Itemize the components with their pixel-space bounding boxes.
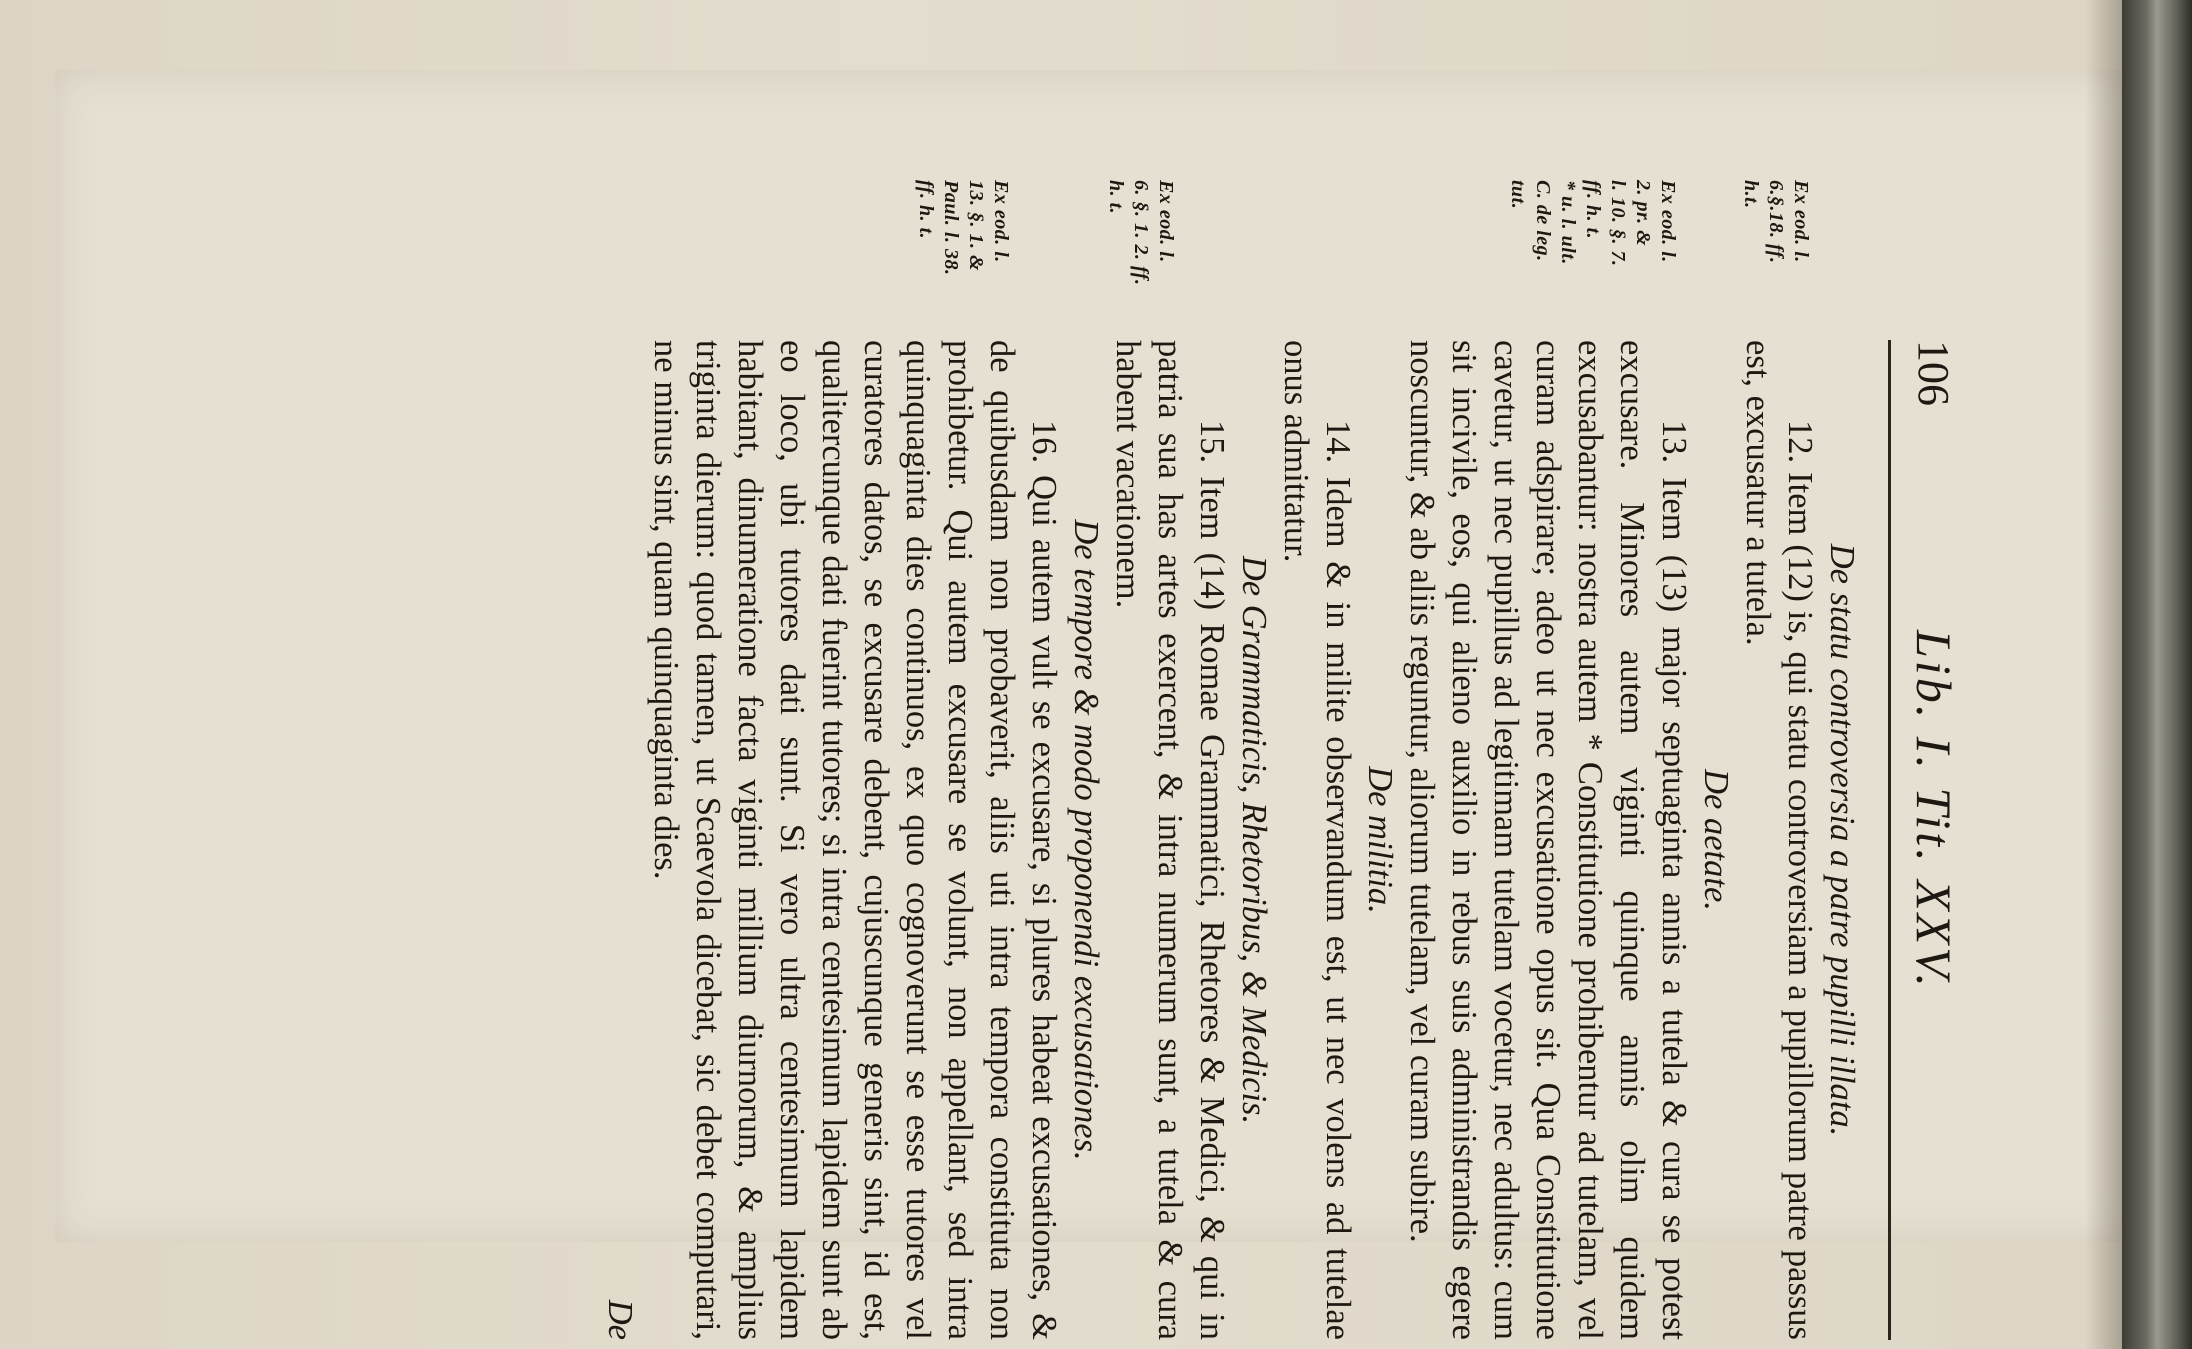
- paragraph: 15. Item (14) Romae Grammatici, Rhetores & Medici, & qui in patria sua has artes exercent, & intra numerum sunt, a tutela & cura habent vacationem.: [1109, 340, 1231, 1340]
- marginal-line: C. de leg.: [1532, 180, 1554, 262]
- page-body: [599, 340, 1863, 1340]
- marginal-line: * u. l. ult.: [1557, 180, 1579, 265]
- marginal-note-2: [1505, 180, 1680, 330]
- marginal-line: 6.§.18. ff.: [1765, 180, 1787, 264]
- running-head: Lib. I. Tit. XXV.: [1906, 630, 1962, 990]
- header-rule: [1888, 340, 1891, 1340]
- marginal-line: h. t.: [1105, 180, 1127, 215]
- marginal-line: tut.: [1507, 180, 1529, 210]
- marginal-note-5: [913, 180, 1013, 330]
- catchword: De: [601, 1299, 639, 1340]
- marginal-note-1: [1738, 180, 1813, 330]
- section-heading: De tempore & modo proponendi excusationes.: [1067, 519, 1105, 1161]
- paragraph: 12. Item (12) is, qui statu controversiam a pupillorum patre passus est, excusatur a tutela.: [1739, 340, 1819, 1340]
- marginal-line: 13. §. 1. &: [965, 180, 987, 272]
- section-heading: De aetate.: [1697, 769, 1735, 911]
- page-header: [1893, 340, 1963, 1349]
- paragraph: 14. Idem & in milite observandum est, ut nec volens ad tutelae onus admittatur.: [1277, 340, 1357, 1340]
- page-number: 106: [1909, 340, 1958, 406]
- marginal-line: ff. h. t.: [1582, 180, 1604, 240]
- marginal-line: Ex eod. l.: [1790, 180, 1812, 263]
- section-heading: De militia.: [1361, 766, 1399, 914]
- marginal-line: l. 10. §. 7.: [1607, 180, 1629, 267]
- paragraph: 13. Item (13) major septuaginta annis a tutela & cura se potest excusare. Minores autem viginti quinque annis olim quidem excusabantur: nostra autem * Constitutione prohibentur ad tutelam, vel curam adspirare; adeo ut nec excusatione opus sit. Qua Constitutione cavetur, ut nec pupillus ad legitimam tutelam vocetur, nec adultus: cum sit incivile, eos, qui alieno auxilio in rebus suis administrandis egere noscuntur, & ab aliis reguntur, aliorum tutelam, vel curam subire.: [1403, 340, 1693, 1340]
- marginal-line: ff. h. t.: [915, 180, 937, 240]
- rotated-printed-page: [323, 180, 1963, 1349]
- book-binding-edge: [2122, 0, 2192, 1349]
- marginal-line: Ex eod. l.: [1155, 180, 1177, 263]
- gutter-shadow: [2085, 0, 2125, 1349]
- section-heading: De Grammaticis, Rhetoribus, & Medicis.: [1235, 555, 1273, 1125]
- marginal-line: 2. pr. &: [1632, 180, 1654, 247]
- marginal-line: Ex eod. l.: [990, 180, 1012, 263]
- marginal-line: 6. §. 1. 2. ff.: [1130, 180, 1152, 286]
- marginal-note-4: [1103, 180, 1178, 330]
- paragraph: 16. Qui autem vult se excusare, si plures habeat excusationes, & de quibusdam non probaverit, aliis uti intra tempora constituta non prohibetur. Qui autem excusare se volunt, non appellant, sed intra quinquaginta dies continuos, ex quo cognoverunt se esse tutores vel curatores datos, se excusare debent, cujuscunque generis sint, id est, qualitercunque dati fuerint tutores; si intra centesimum lapidem sunt ab eo loco, ubi tutores dati sunt. Si vero ultra centesimum lapidem habitant, dinumeratione facta viginti millium diurnorum, & amplius triginta dierum: quod tamen, ut Scaevola dicebat, sic debet computari, ne minus sint, quam quinquaginta dies.: [647, 340, 1063, 1340]
- marginal-line: Ex eod. l.: [1657, 180, 1679, 263]
- marginal-line: h.t.: [1740, 180, 1762, 209]
- marginal-line: Paul. l. 38.: [940, 180, 962, 276]
- section-heading: De statu controversia a patre pupilli illata.: [1823, 543, 1861, 1137]
